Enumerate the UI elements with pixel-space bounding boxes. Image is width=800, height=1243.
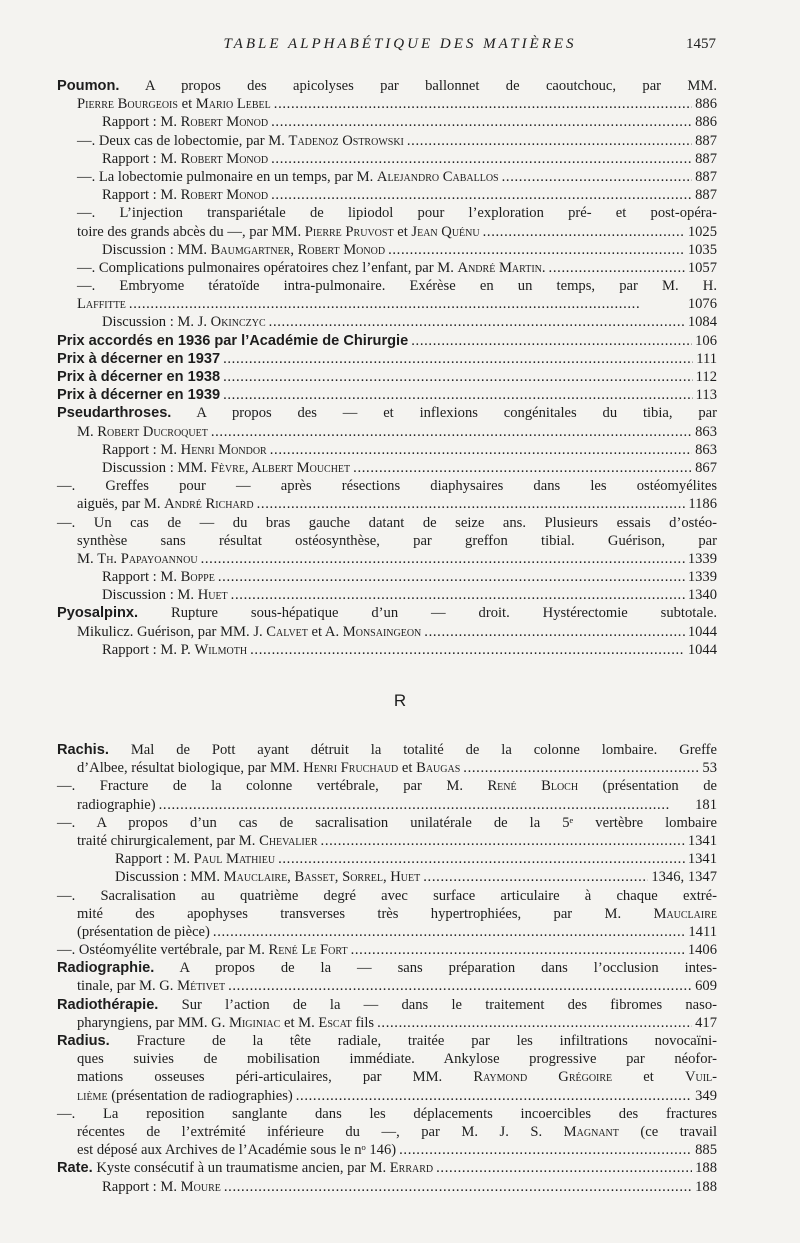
page-ref: 609 — [695, 978, 717, 995]
page-ref: 1339 — [687, 569, 717, 586]
index-line: Pseudarthroses. A propos des — et inflexions congénitales du tibia, par — [57, 405, 717, 422]
page-ref: 1341 — [687, 832, 717, 849]
index-line: pharyngiens, par MM. G. Miginiac et M. Escat fils . . . 417 — [57, 1014, 717, 1032]
index-line — [57, 350, 717, 368]
index-line: —. Greffes pour — après résections diaphysaires dans les ostéomyélites — [57, 478, 717, 495]
index-line: Radius. Fracture de la tête radiale, traitée par les infiltrations novocaïni- — [57, 1033, 717, 1049]
index-line: —. Fracture de la colonne vertébrale, par M. René Bloch (présentation de — [57, 778, 717, 795]
index-line — [57, 386, 717, 404]
index-line: mité des apophyses transverses très hypertrophiées, par M. Mauclaire — [77, 905, 717, 922]
index-keyword: Poumon. — [57, 78, 120, 94]
page-ref: 1076 — [687, 296, 717, 313]
page-ref: 1340 — [687, 587, 717, 604]
index-line: Mikulicz. Guérison, par MM. J. Calvet et A. Monsaingeon . . . 1044 — [57, 623, 717, 641]
index-line: Pyosalpinx. Rupture sous-hépatique d’un — droit. Hystérectomie subtotale. — [57, 605, 717, 622]
index-line: Rate. Kyste consécutif à un traumatisme ancien, par M. Errard . . . 188 — [57, 1159, 717, 1177]
section-letter-heading: R — [393, 691, 407, 710]
index-line: Radiothérapie. Sur l’action de la — dans le traitement des fibromes naso- — [57, 996, 717, 1013]
index-line: (présentation de pièce) . . . 1411 — [57, 923, 717, 941]
index-keyword: Rate. — [57, 1160, 93, 1177]
index-line: mations osseuses péri-articulaires, par MM. Raymond Grégoire et Vuil- — [77, 1069, 717, 1086]
index-line: synthèse sans résultat ostéosynthèse, par greffon tibial. Guérison, par — [77, 532, 717, 549]
page-ref: 53 — [702, 760, 717, 777]
index-line: d’Albee, résultat biologique, par MM. Henri Fruchaud et Baugas . . . 53 — [57, 759, 717, 777]
index-line: M. Th. Papayoannou . . . 1339 — [57, 550, 717, 568]
page-ref: 885 — [695, 1142, 717, 1159]
index-line: Rapport : M. Moure . . . 188 — [57, 1178, 717, 1196]
page-ref: 111 — [696, 350, 717, 367]
page-ref: 1406 — [687, 942, 717, 959]
page-ref: 181 — [695, 796, 717, 813]
page-ref: 1346, 1347 — [651, 869, 717, 886]
index-line: Laffitte . . . 1076 — [57, 295, 717, 313]
index-line: lième (présentation de radiographies) . . . 349 — [57, 1087, 717, 1105]
index-line: traité chirurgicalement, par M. Chevalier . . . 1341 — [57, 832, 717, 850]
page-ref: 1411 — [688, 923, 717, 940]
index-keyword: Prix à décerner en 1939 — [57, 387, 221, 404]
running-title: TABLE ALPHABÉTIQUE DES MATIÈRES — [223, 36, 577, 52]
page-ref: 887 — [695, 187, 717, 204]
index-line: Rapport : M. Henri Mondor . . . 863 — [57, 441, 717, 459]
index-block-p — [57, 77, 717, 659]
index-keyword: Prix accordés en 1936 par l’Académie de Chirurgie — [57, 332, 409, 349]
page-header — [0, 36, 800, 58]
page-ref: 867 — [695, 459, 717, 476]
index-line: Radiographie. A propos de la — sans préparation dans l’occlusion intes- — [57, 960, 717, 977]
index-keyword: Radiographie. — [57, 960, 155, 977]
index-block-r — [57, 741, 717, 1196]
index-line: récentes de l’extrémité inférieure du —, par M. J. S. Magnant (ce travail — [77, 1123, 717, 1140]
index-line: Rapport : M. P. Wilmoth . . . 1044 — [57, 641, 717, 659]
index-keyword: Pseudarthroses. — [57, 405, 172, 422]
index-line: toire des grands abcès du —, par MM. Pierre Pruvost et Jean Quénu . . . 1025 — [57, 223, 717, 241]
index-line: radiographie) . . . 181 — [57, 796, 717, 814]
index-line: Discussion : MM. Baumgartner, Robert Monod . . . 1035 — [57, 241, 717, 259]
page-ref: 1339 — [687, 550, 717, 567]
page-ref: 886 — [695, 96, 717, 113]
index-line: Rachis. Mal de Pott ayant détruit la totalité de la colonne lombaire. Greffe — [57, 742, 717, 758]
page-ref: 106 — [695, 332, 717, 349]
index-line: —. Sacralisation au quatrième degré avec surface articulaire à chaque extré- — [57, 887, 717, 904]
index-line: ques suivies de mobilisation immédiate. Ankylose progressive par néofor- — [77, 1051, 717, 1068]
index-keyword: Rachis. — [57, 742, 109, 758]
page-ref: 349 — [695, 1087, 717, 1104]
index-line: Rapport : M. Boppe . . . 1339 — [57, 568, 717, 586]
page-ref: 1057 — [687, 259, 717, 276]
page-ref: 863 — [695, 441, 717, 458]
index-line — [57, 332, 717, 350]
index-line: Discussion : M. J. Okinczyc . . . 1084 — [57, 313, 717, 331]
index-keyword: Prix à décerner en 1938 — [57, 369, 221, 385]
index-line — [57, 368, 717, 386]
index-line: Pierre Bourgeois et Mario Lebel . . . 886 — [57, 95, 717, 113]
index-keyword: Radius. — [57, 1033, 110, 1049]
index-line: Rapport : M. Robert Monod . . . 887 — [57, 150, 717, 168]
page-ref: 886 — [695, 114, 717, 131]
page-ref: 113 — [695, 387, 717, 404]
index-keyword: Pyosalpinx. — [57, 605, 139, 622]
page-ref: 1035 — [687, 241, 717, 258]
index-line: Discussion : MM. Fèvre, Albert Mouchet . . . 867 — [57, 459, 717, 477]
index-line: —. Deux cas de lobectomie, par M. Tadenoz Ostrowski . . . 887 — [57, 132, 717, 150]
index-line: Rapport : M. Robert Monod . . . 887 — [57, 186, 717, 204]
index-keyword: Prix à décerner en 1937 — [57, 350, 221, 367]
page-ref: 1341 — [687, 851, 717, 868]
page-ref: 1084 — [687, 314, 717, 331]
index-line: —. A propos d’un cas de sacralisation unilatérale de la 5ᵉ vertèbre lombaire — [57, 814, 717, 831]
index-line: Rapport : M. Robert Monod . . . 886 — [57, 113, 717, 131]
page-ref: 1186 — [688, 496, 717, 513]
page-ref: 887 — [695, 132, 717, 149]
index-line: —. Un cas de — du bras gauche datant de seize ans. Plusieurs essais d’ostéo- — [57, 514, 717, 531]
index-line: —. Complications pulmonaires opératoires chez l’enfant, par M. André Martin. . . . 1057 — [57, 259, 717, 277]
page-ref: 863 — [695, 423, 717, 440]
page-ref: 887 — [695, 168, 717, 185]
page-ref: 1044 — [687, 623, 717, 640]
index-line: Discussion : MM. Mauclaire, Basset, Sorrel, Huet . . . 1346, 1347 — [57, 868, 717, 886]
index-line: aiguës, par M. André Richard . . . 1186 — [57, 495, 717, 513]
page-ref: 887 — [695, 150, 717, 167]
index-line: tinale, par M. G. Métivet . . . 609 — [57, 977, 717, 995]
page-ref: 188 — [695, 1178, 717, 1195]
index-line: M. Robert Ducroquet . . . 863 — [57, 423, 717, 441]
page-number: 1457 — [686, 36, 716, 52]
index-line: est déposé aux Archives de l’Académie sous le nᵒ 146) . . . 885 — [57, 1141, 717, 1159]
index-line: —. La lobectomie pulmonaire en un temps, par M. Alejandro Caballos . . . 887 — [57, 168, 717, 186]
index-line: —. Ostéomyélite vertébrale, par M. René Le Fort . . . 1406 — [57, 941, 717, 959]
index-line: —. La reposition sanglante dans les déplacements incoercibles des fractures — [57, 1105, 717, 1122]
page-ref: 417 — [695, 1014, 717, 1031]
index-line: —. L’injection transpariétale de lipiodol pour l’exploration pré- et post-opéra- — [77, 205, 717, 222]
index-line: Poumon. A propos des apicolyses par ballonnet de caoutchouc, par MM. — [57, 78, 717, 94]
page-ref: 1025 — [687, 223, 717, 240]
page-ref: 112 — [695, 369, 717, 385]
page-ref: 188 — [695, 1160, 717, 1177]
index-line: Discussion : M. Huet . . . 1340 — [57, 586, 717, 604]
index-line: Rapport : M. Paul Mathieu . . . 1341 — [57, 850, 717, 868]
index-keyword: Radiothérapie. — [57, 996, 159, 1013]
page-ref: 1044 — [687, 641, 717, 658]
index-line: —. Embryome tératoïde intra-pulmonaire. Exérèse en un temps, par M. H. — [77, 278, 717, 295]
